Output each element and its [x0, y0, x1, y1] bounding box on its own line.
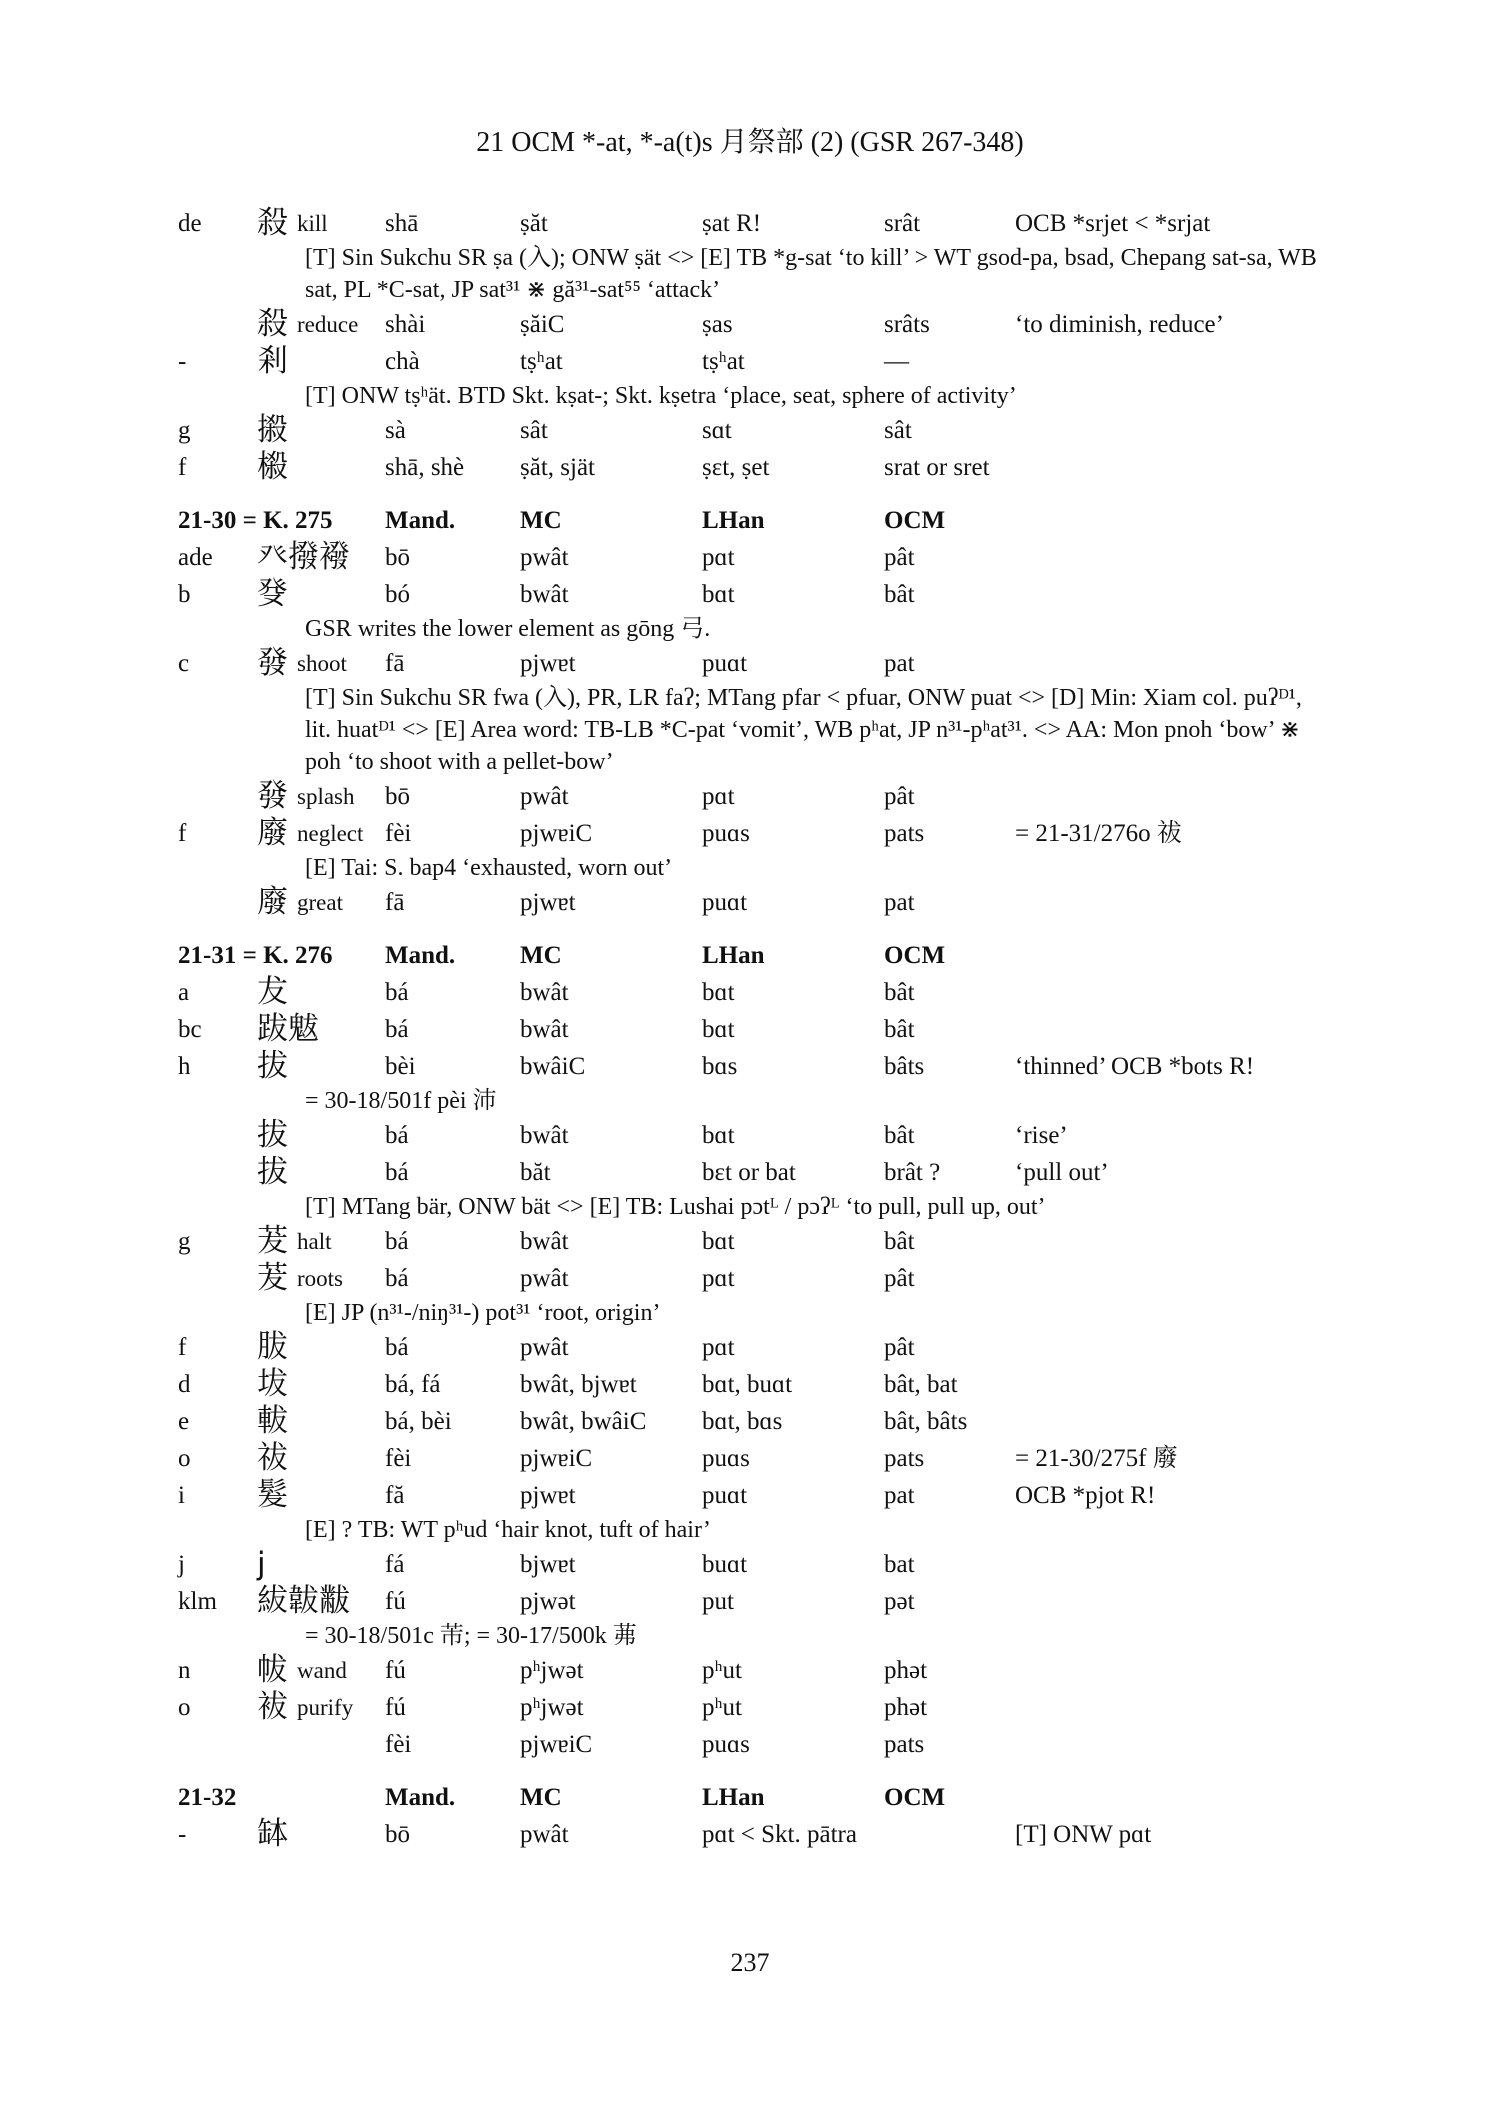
- mandarin-reading: bá: [385, 1159, 409, 1186]
- mandarin-reading: bá, bèi: [385, 1408, 452, 1435]
- ocm-reading: pât: [884, 1265, 915, 1292]
- entry-id: f: [178, 1334, 187, 1361]
- entry-remark: ‘to diminish, reduce’: [1015, 311, 1224, 338]
- entry-character: 發: [257, 778, 288, 814]
- entry-character: 茇: [257, 1260, 288, 1296]
- ocm-reading: bât: [884, 1228, 915, 1255]
- mandarin-reading: fèi: [385, 1731, 412, 1758]
- entry-character: 帗: [257, 1652, 288, 1688]
- entry-character: 袚: [257, 1689, 288, 1725]
- ocm-reading: bât: [884, 581, 915, 608]
- entry-id: o: [178, 1694, 191, 1721]
- entry-row: [0, 1726, 1500, 1763]
- entry-remark: = 21-30/275f 廢: [1015, 1445, 1178, 1472]
- mandarin-reading: shài: [385, 311, 426, 338]
- entry-row: [0, 1652, 1500, 1689]
- entry-row: [0, 815, 1500, 852]
- ocm-reading: pât: [884, 544, 915, 571]
- entry-character: 癶撥襏: [257, 539, 350, 575]
- later-han-reading: bɛt or bat: [702, 1159, 796, 1186]
- later-han-reading: put: [702, 1588, 734, 1615]
- later-han-reading: pʰut: [702, 1694, 742, 1721]
- entry-row: [0, 1223, 1500, 1260]
- middle-chinese-reading: pwât: [520, 1265, 569, 1292]
- ocm-reading: bâts: [884, 1053, 925, 1080]
- mandarin-reading: bó: [385, 581, 410, 608]
- entry-row: [0, 1154, 1500, 1191]
- middle-chinese-reading: bwât: [520, 1228, 569, 1255]
- entry-row: [0, 1260, 1500, 1297]
- later-han-reading: bɑt: [702, 1228, 735, 1255]
- entry-id: o: [178, 1445, 191, 1472]
- middle-chinese-reading: ṣăt: [520, 210, 548, 237]
- entry-id: -: [178, 1821, 187, 1848]
- entry-id: e: [178, 1408, 190, 1435]
- entry-character: 茇: [257, 1223, 288, 1259]
- entry-note: [T] Sin Sukchu SR fwa (入), PR, LR faʔ; MTang pfar < pfuar, ONW puat <> [D] Min: Xiam col. puʔᴰ¹, lit. huatᴰ¹ <> [E] Area word: TB-LB *C-pat ‘vomit’, WB pʰat, JP n³¹-pʰat³¹. <> AA: Mon pnoh ‘bow’ ⋇ poh ‘to shoot with a pellet-bow’: [305, 685, 1302, 775]
- entry-id: j: [178, 1551, 185, 1578]
- entry-character: 軷: [257, 1403, 288, 1439]
- later-han-reading: bɑt: [702, 1122, 735, 1149]
- middle-chinese-reading: pjwɐt: [520, 650, 576, 677]
- later-han-reading: sɑt: [702, 417, 732, 444]
- entry-note: [T] ONW tṣʰät. BTD Skt. kṣat-; Skt. kṣetra ‘place, seat, sphere of activity’: [305, 383, 1017, 409]
- entry-row: [0, 412, 1500, 449]
- ocm-reading: bât: [884, 979, 915, 1006]
- entry-character: 發: [257, 645, 288, 681]
- mandarin-reading: Mand.: [385, 942, 456, 969]
- ocm-reading: srât: [884, 210, 921, 237]
- ocm-reading: sât: [884, 417, 912, 444]
- entry-remark: ‘rise’: [1015, 1122, 1068, 1149]
- entry-character: 廢: [257, 815, 288, 851]
- entry-character: 摋: [257, 412, 288, 448]
- entry-id: g: [178, 1228, 191, 1255]
- middle-chinese-reading: pjwɐiC: [520, 1445, 593, 1472]
- later-han-reading: bɑt: [702, 979, 735, 1006]
- ocm-reading: —: [884, 348, 909, 375]
- middle-chinese-reading: băt: [520, 1159, 551, 1186]
- page-header: 21 OCM *-at, *-a(t)s 月祭部 (2) (GSR 267-348): [476, 127, 1024, 158]
- middle-chinese-reading: bwât, bjwɐt: [520, 1371, 637, 1398]
- ocm-reading: bât: [884, 1122, 915, 1149]
- entry-row: [0, 306, 1500, 343]
- entry-gloss: great: [297, 890, 343, 915]
- entry-character: 胈: [257, 1329, 288, 1365]
- middle-chinese-reading: pwât: [520, 1334, 569, 1361]
- entry-id: f: [178, 820, 187, 847]
- mandarin-reading: bá: [385, 1016, 409, 1043]
- mandarin-reading: fú: [385, 1588, 406, 1615]
- ocm-reading: OCM: [884, 942, 946, 969]
- later-han-reading: pʰut: [702, 1657, 742, 1684]
- middle-chinese-reading: pjwɐiC: [520, 1731, 593, 1758]
- ocm-reading: phət: [884, 1657, 928, 1684]
- entry-gloss: roots: [297, 1266, 343, 1291]
- mandarin-reading: fā: [385, 650, 405, 677]
- middle-chinese-reading: MC: [520, 942, 562, 969]
- section-header: [0, 502, 1500, 539]
- ocm-reading: bât, bâts: [884, 1408, 968, 1435]
- entry-row: [0, 539, 1500, 576]
- mandarin-reading: sà: [385, 417, 406, 444]
- entry-row: [0, 449, 1500, 486]
- entry-id: -: [178, 348, 187, 375]
- middle-chinese-reading: bwât: [520, 1122, 569, 1149]
- later-han-reading: puɑs: [702, 820, 750, 847]
- middle-chinese-reading: pjwɐiC: [520, 820, 593, 847]
- mandarin-reading: bá: [385, 1265, 409, 1292]
- entry-character: 殺: [257, 205, 288, 241]
- later-han-reading: buɑt: [702, 1551, 748, 1578]
- middle-chinese-reading: pwât: [520, 544, 569, 571]
- later-han-reading: LHan: [702, 507, 765, 534]
- mandarin-reading: fú: [385, 1657, 406, 1684]
- entry-id: b: [178, 581, 191, 608]
- ocm-reading: srâts: [884, 311, 930, 338]
- later-han-reading: puɑt: [702, 1482, 748, 1509]
- ocm-reading: bât: [884, 1016, 915, 1043]
- entry-character: 剎: [257, 343, 288, 379]
- entry-row: [0, 1117, 1500, 1154]
- middle-chinese-reading: bwât: [520, 979, 569, 1006]
- entry-id: de: [178, 210, 202, 237]
- entry-character: j: [257, 1546, 266, 1582]
- mandarin-reading: bèi: [385, 1053, 416, 1080]
- entry-character: 拔: [257, 1048, 288, 1084]
- entry-note: [T] MTang bär, ONW bät <> [E] TB: Lushai pɔtᴸ / pɔʔᴸ ‘to pull, pull up, out’: [305, 1194, 1046, 1220]
- mandarin-reading: fèi: [385, 1445, 412, 1472]
- entry-gloss: kill: [297, 211, 328, 236]
- entry-id: a: [178, 979, 190, 1006]
- entry-id: klm: [178, 1588, 217, 1615]
- later-han-reading: puɑs: [702, 1445, 750, 1472]
- mandarin-reading: bá: [385, 1228, 409, 1255]
- entry-remark: OCB *srjet < *srjat: [1015, 210, 1211, 237]
- entry-gloss: reduce: [297, 312, 359, 337]
- entry-id: ade: [178, 544, 213, 571]
- entry-id: 21-31 = K. 276: [178, 942, 333, 969]
- mandarin-reading: chà: [385, 348, 420, 375]
- entry-remark: OCB *pjot R!: [1015, 1482, 1156, 1509]
- entry-character: 跋魃: [257, 1011, 319, 1047]
- mandarin-reading: fá: [385, 1551, 405, 1578]
- later-han-reading: puɑs: [702, 1731, 750, 1758]
- ocm-reading: pât: [884, 1334, 915, 1361]
- entry-id: bc: [178, 1016, 202, 1043]
- entry-remark: = 21-31/276o 祓: [1015, 820, 1182, 847]
- entry-id: f: [178, 454, 187, 481]
- later-han-reading: bɑt, bɑs: [702, 1408, 783, 1435]
- entry-id: 21-30 = K. 275: [178, 507, 333, 534]
- entry-note: = 30-18/501f pèi 沛: [305, 1088, 497, 1114]
- ocm-reading: phət: [884, 1694, 928, 1721]
- section-header: [0, 937, 1500, 974]
- ocm-reading: pat: [884, 889, 915, 916]
- mandarin-reading: bō: [385, 1821, 410, 1848]
- entry-character: 廢: [257, 884, 288, 920]
- later-han-reading: LHan: [702, 1784, 765, 1811]
- later-han-reading: pɑt < Skt. pātra: [702, 1821, 857, 1848]
- mandarin-reading: Mand.: [385, 1784, 456, 1811]
- middle-chinese-reading: pjwɐt: [520, 889, 576, 916]
- mandarin-reading: bá, fá: [385, 1371, 441, 1398]
- entry-remark: ‘pull out’: [1015, 1159, 1109, 1186]
- entry-row: [0, 778, 1500, 815]
- ocm-reading: pat: [884, 650, 915, 677]
- entry-character: 癹: [257, 576, 288, 612]
- middle-chinese-reading: tṣʰat: [520, 348, 563, 375]
- later-han-reading: ṣɛt, ṣet: [702, 454, 770, 481]
- entry-character: 髮: [257, 1477, 288, 1513]
- entry-character: 殺: [257, 306, 288, 342]
- middle-chinese-reading: bwâiC: [520, 1053, 586, 1080]
- entry-row: [0, 1366, 1500, 1403]
- mandarin-reading: bá: [385, 1334, 409, 1361]
- mandarin-reading: bō: [385, 544, 410, 571]
- entry-row: [0, 1329, 1500, 1366]
- ocm-reading: pat: [884, 1482, 915, 1509]
- ocm-reading: brât ?: [884, 1159, 941, 1186]
- entry-row: [0, 1048, 1500, 1085]
- entry-row: [0, 974, 1500, 1011]
- entries-list: [0, 205, 1500, 1853]
- entry-row: [0, 1689, 1500, 1726]
- later-han-reading: pɑt: [702, 1265, 735, 1292]
- middle-chinese-reading: sât: [520, 417, 548, 444]
- entry-row: [0, 1816, 1500, 1853]
- ocm-reading: srat or sret: [884, 454, 990, 481]
- entry-note: = 30-18/501c 芾; = 30-17/500k 茀: [305, 1623, 637, 1649]
- entry-character: 拔: [257, 1154, 288, 1190]
- entry-row: [0, 205, 1500, 242]
- entry-character: 犮: [257, 974, 288, 1010]
- ocm-reading: pats: [884, 820, 925, 847]
- mandarin-reading: fā: [385, 889, 405, 916]
- entry-id: h: [178, 1053, 191, 1080]
- later-han-reading: puɑt: [702, 889, 748, 916]
- mandarin-reading: fú: [385, 1694, 406, 1721]
- entry-gloss: purify: [297, 1695, 354, 1720]
- later-han-reading: pɑt: [702, 544, 735, 571]
- later-han-reading: pɑt: [702, 783, 735, 810]
- entry-note: [E] ? TB: WT pʰud ‘hair knot, tuft of hair’: [305, 1517, 711, 1543]
- later-han-reading: ṣas: [702, 311, 733, 338]
- ocm-reading: bat: [884, 1551, 915, 1578]
- entry-row: [0, 343, 1500, 380]
- entry-gloss: wand: [297, 1658, 347, 1683]
- middle-chinese-reading: pwât: [520, 1821, 569, 1848]
- ocm-reading: OCM: [884, 1784, 946, 1811]
- entry-row: [0, 1477, 1500, 1514]
- entry-note: [T] Sin Sukchu SR ṣa (入); ONW ṣät <> [E] TB *g-sat ‘to kill’ > WT gsod-pa, bsad, Chepang sat-sa, WB sat, PL *C-sat, JP sat³¹ ⋇ gă³¹-sat⁵⁵ ‘attack’: [305, 245, 1317, 303]
- ocm-reading: pət: [884, 1588, 915, 1615]
- entry-row: [0, 1403, 1500, 1440]
- ocm-reading: bât, bat: [884, 1371, 958, 1398]
- entry-id: i: [178, 1482, 185, 1509]
- later-han-reading: bɑs: [702, 1053, 738, 1080]
- entry-character: 拔: [257, 1117, 288, 1153]
- middle-chinese-reading: pjwɐt: [520, 1482, 576, 1509]
- entry-row: [0, 884, 1500, 921]
- later-han-reading: pɑt: [702, 1334, 735, 1361]
- entry-row: [0, 1440, 1500, 1477]
- mandarin-reading: shā, shè: [385, 454, 465, 481]
- page-number: 237: [730, 1948, 770, 1977]
- middle-chinese-reading: bjwɐt: [520, 1551, 576, 1578]
- middle-chinese-reading: bwât: [520, 581, 569, 608]
- later-han-reading: bɑt, buɑt: [702, 1371, 793, 1398]
- middle-chinese-reading: bwât: [520, 1016, 569, 1043]
- ocm-reading: pats: [884, 1445, 925, 1472]
- later-han-reading: ṣat R!: [702, 210, 762, 237]
- entry-id: n: [178, 1657, 191, 1684]
- later-han-reading: bɑt: [702, 581, 735, 608]
- entry-character: 坺: [257, 1366, 288, 1402]
- entry-id: c: [178, 650, 190, 677]
- middle-chinese-reading: ṣăiC: [520, 311, 565, 338]
- middle-chinese-reading: pʰjwət: [520, 1694, 584, 1721]
- entry-gloss: shoot: [297, 651, 347, 676]
- mandarin-reading: Mand.: [385, 507, 456, 534]
- entry-remark: [T] ONW pɑt: [1015, 1821, 1152, 1848]
- entry-note: [E] JP (n³¹-/niŋ³¹-) pot³¹ ‘root, origin’: [305, 1300, 661, 1326]
- entry-note: GSR writes the lower element as gōng 弓.: [305, 616, 711, 642]
- entry-gloss: halt: [297, 1229, 332, 1254]
- entry-id: g: [178, 417, 191, 444]
- entry-character: 榝: [257, 449, 288, 485]
- later-han-reading: bɑt: [702, 1016, 735, 1043]
- entry-character: 紱韍黻: [257, 1583, 350, 1619]
- section-header: [0, 1779, 1500, 1816]
- middle-chinese-reading: ṣăt, sjät: [520, 454, 595, 481]
- entry-row: [0, 645, 1500, 682]
- ocm-reading: pats: [884, 1731, 925, 1758]
- entry-row: [0, 1546, 1500, 1583]
- entry-note: [E] Tai: S. bap4 ‘exhausted, worn out’: [305, 855, 673, 881]
- mandarin-reading: fă: [385, 1482, 405, 1509]
- entry-character: 祓: [257, 1440, 288, 1476]
- entry-row: [0, 1583, 1500, 1620]
- entry-id: d: [178, 1371, 191, 1398]
- middle-chinese-reading: MC: [520, 507, 562, 534]
- middle-chinese-reading: bwât, bwâiC: [520, 1408, 647, 1435]
- later-han-reading: tṣʰat: [702, 348, 745, 375]
- entry-row: [0, 1011, 1500, 1048]
- entry-row: [0, 576, 1500, 613]
- middle-chinese-reading: pjwət: [520, 1588, 576, 1615]
- mandarin-reading: shā: [385, 210, 419, 237]
- later-han-reading: puɑt: [702, 650, 748, 677]
- middle-chinese-reading: pwât: [520, 783, 569, 810]
- ocm-reading: OCM: [884, 507, 946, 534]
- entry-remark: ‘thinned’ OCB *bots R!: [1015, 1053, 1255, 1080]
- ocm-reading: pât: [884, 783, 915, 810]
- mandarin-reading: fèi: [385, 820, 412, 847]
- entry-gloss: neglect: [297, 821, 364, 846]
- middle-chinese-reading: MC: [520, 1784, 562, 1811]
- entry-gloss: splash: [297, 784, 355, 809]
- entry-character: 缽: [257, 1816, 288, 1852]
- mandarin-reading: bō: [385, 783, 410, 810]
- middle-chinese-reading: pʰjwət: [520, 1657, 584, 1684]
- later-han-reading: LHan: [702, 942, 765, 969]
- mandarin-reading: bá: [385, 1122, 409, 1149]
- entry-id: 21-32: [178, 1784, 237, 1811]
- mandarin-reading: bá: [385, 979, 409, 1006]
